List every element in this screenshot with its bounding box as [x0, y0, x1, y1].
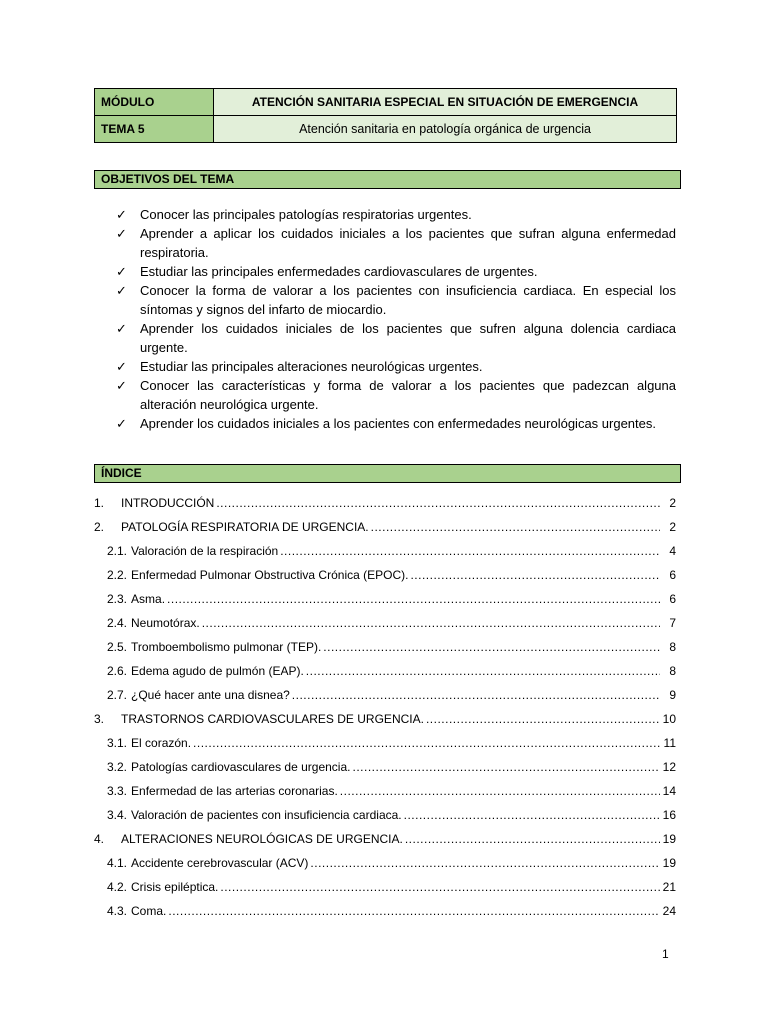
module-label: MÓDULO: [95, 89, 214, 115]
topic-value: Atención sanitaria en patología orgánica de urgencia: [214, 116, 676, 142]
page-number: 1: [662, 947, 669, 961]
toc-entry-title: Valoración de pacientes con insuficiencia cardiaca.: [131, 808, 402, 822]
toc-entry-page: 10: [662, 712, 676, 726]
toc-entry-page: 9: [669, 688, 676, 702]
topic-label: TEMA 5: [95, 116, 214, 142]
toc-entry-title: Coma.: [131, 904, 167, 918]
checkmark-icon: ✓: [116, 283, 127, 298]
toc-entry-page: 2: [669, 520, 676, 534]
toc-entry-page: 19: [662, 856, 676, 870]
toc-entry-page: 16: [662, 808, 676, 822]
checkmark-icon: ✓: [116, 359, 127, 374]
objective-item: [116, 205, 676, 224]
toc-entry[interactable]: [94, 688, 676, 712]
toc-entry-page: 24: [662, 904, 676, 918]
toc-entry-page: 11: [663, 736, 676, 750]
toc-leader-dots: [371, 520, 660, 534]
objectives-list: [116, 205, 676, 433]
objective-text: Conocer las principales patologías respiratorias urgentes.: [140, 207, 472, 222]
toc-leader-dots: [216, 496, 660, 510]
toc-leader-dots: [220, 880, 660, 894]
toc-leader-dots: [310, 856, 660, 870]
toc-entry-number: 3.2.: [107, 760, 128, 774]
toc-entry[interactable]: [94, 544, 676, 568]
toc-entry[interactable]: [94, 640, 676, 664]
toc-entry-number: 4.: [94, 832, 105, 846]
objective-text: Aprender los cuidados iniciales de los pacientes que sufren alguna dolencia cardiaca urgente.: [140, 321, 676, 355]
toc-entry[interactable]: [94, 616, 676, 640]
toc-entry[interactable]: [94, 592, 676, 616]
toc-entry-number: 2.5.: [107, 640, 128, 654]
toc-leader-dots: [306, 664, 660, 678]
toc-entry-page: 6: [669, 592, 676, 606]
toc-leader-dots: [410, 568, 660, 582]
toc-entry-title: Enfermedad de las arterias coronarias.: [131, 784, 338, 798]
toc-leader-dots: [405, 832, 660, 846]
toc-entry-title: PATOLOGÍA RESPIRATORIA DE URGENCIA.: [121, 520, 369, 534]
toc-entry-title: Patologías cardiovasculares de urgencia.: [131, 760, 351, 774]
toc-leader-dots: [323, 640, 660, 654]
toc-entry-title: Neumotórax.: [131, 616, 200, 630]
toc-entry-number: 4.2.: [107, 880, 128, 894]
checkmark-icon: ✓: [116, 226, 127, 241]
toc-entry-page: 2: [669, 496, 676, 510]
toc-entry[interactable]: [94, 904, 676, 928]
toc-leader-dots: [168, 904, 660, 918]
objective-text: Estudiar las principales enfermedades cardiovasculares de urgentes.: [140, 264, 538, 279]
toc-leader-dots: [280, 544, 660, 558]
topic-row: [95, 115, 676, 142]
toc-entry-number: 3.4.: [107, 808, 128, 822]
objective-item: [116, 224, 676, 262]
module-header-table: [94, 88, 677, 143]
toc-entry-number: 3.1.: [107, 736, 128, 750]
toc-entry-number: 2.3.: [107, 592, 128, 606]
checkmark-icon: ✓: [116, 264, 127, 279]
objective-item: [116, 281, 676, 319]
toc-entry-number: 4.3.: [107, 904, 128, 918]
checkmark-icon: ✓: [116, 207, 127, 222]
objective-text: Conocer las características y forma de valorar a los pacientes que padezcan alguna alteración neurológica urgente.: [140, 378, 676, 412]
toc-leader-dots: [426, 712, 660, 726]
toc-entry-title: Valoración de la respiración: [131, 544, 279, 558]
objective-item: [116, 357, 676, 376]
objective-text: Aprender a aplicar los cuidados iniciales a los pacientes que sufran alguna enfermedad respiratoria.: [140, 226, 676, 260]
checkmark-icon: ✓: [116, 378, 127, 393]
checkmark-icon: ✓: [116, 416, 127, 431]
toc-entry-title: Enfermedad Pulmonar Obstructiva Crónica (EPOC).: [131, 568, 409, 582]
toc-leader-dots: [340, 784, 660, 798]
toc-entry-number: 4.1.: [107, 856, 128, 870]
toc-entry-title: ¿Qué hacer ante una disnea?: [131, 688, 290, 702]
toc-leader-dots: [352, 760, 660, 774]
toc-entry-title: Asma.: [131, 592, 166, 606]
objective-item: [116, 262, 676, 281]
objective-item: [116, 376, 676, 414]
toc-entry[interactable]: [94, 856, 676, 880]
toc-entry-page: 7: [669, 616, 676, 630]
toc-entry-number: 2.2.: [107, 568, 128, 582]
toc-entry-number: 2.7.: [107, 688, 128, 702]
toc-entry-page: 21: [662, 880, 676, 894]
toc-entry-number: 2.: [94, 520, 105, 534]
checkmark-icon: ✓: [116, 321, 127, 336]
toc-entry-title: ALTERACIONES NEUROLÓGICAS DE URGENCIA.: [121, 832, 403, 846]
toc-entry-title: TRASTORNOS CARDIOVASCULARES DE URGENCIA.: [121, 712, 424, 726]
toc-leader-dots: [193, 736, 660, 750]
toc-entry-page: 14: [662, 784, 676, 798]
toc-entry-title: Edema agudo de pulmón (EAP).: [131, 664, 304, 678]
toc-entry-page: 6: [669, 568, 676, 582]
toc-entry[interactable]: [94, 784, 676, 808]
toc-entry-number: 3.3.: [107, 784, 128, 798]
toc-leader-dots: [202, 616, 660, 630]
toc-entry[interactable]: [94, 760, 676, 784]
toc-entry[interactable]: [94, 880, 676, 904]
toc-entry[interactable]: [94, 808, 676, 832]
toc-entry-title: Tromboembolismo pulmonar (TEP).: [131, 640, 322, 654]
toc-leader-dots: [404, 808, 660, 822]
objective-text: Aprender los cuidados iniciales a los pacientes con enfermedades neurológicas urgentes.: [140, 416, 656, 431]
toc-entry-title: Accidente cerebrovascular (ACV): [131, 856, 309, 870]
toc-leader-dots: [167, 592, 660, 606]
toc-entry-page: 4: [669, 544, 676, 558]
toc-entry-number: 2.4.: [107, 616, 128, 630]
toc-entry-title: INTRODUCCIÓN: [121, 496, 215, 510]
module-row: [95, 89, 676, 115]
objectives-heading: OBJETIVOS DEL TEMA: [94, 170, 681, 189]
toc-entry-title: Crisis epiléptica.: [131, 880, 219, 894]
toc-entry-page: 8: [669, 664, 676, 678]
toc-entry[interactable]: [94, 712, 676, 736]
objective-item: [116, 319, 676, 357]
toc-entry[interactable]: [94, 832, 676, 856]
toc-leader-dots: [292, 688, 660, 702]
toc-entry[interactable]: [94, 520, 676, 544]
toc-entry[interactable]: [94, 664, 676, 688]
toc-entry[interactable]: [94, 568, 676, 592]
toc-entry-page: 19: [662, 832, 676, 846]
index-heading: ÍNDICE: [94, 464, 681, 483]
toc-entry-page: 12: [662, 760, 676, 774]
toc-entry-number: 1.: [94, 496, 105, 510]
toc-entry-title: El corazón.: [131, 736, 192, 750]
toc-entry[interactable]: [94, 736, 676, 760]
toc-entry[interactable]: [94, 496, 676, 520]
objective-text: Estudiar las principales alteraciones neurológicas urgentes.: [140, 359, 483, 374]
module-value: ATENCIÓN SANITARIA ESPECIAL EN SITUACIÓN DE EMERGENCIA: [214, 89, 676, 115]
objective-text: Conocer la forma de valorar a los pacientes con insuficiencia cardiaca. En especial los síntomas y signos del infarto de miocardio.: [140, 283, 676, 317]
toc-entry-number: 2.1.: [107, 544, 128, 558]
toc-entry-number: 2.6.: [107, 664, 128, 678]
table-of-contents: [94, 496, 676, 928]
objective-item: [116, 414, 676, 433]
toc-entry-page: 8: [669, 640, 676, 654]
toc-entry-number: 3.: [94, 712, 105, 726]
